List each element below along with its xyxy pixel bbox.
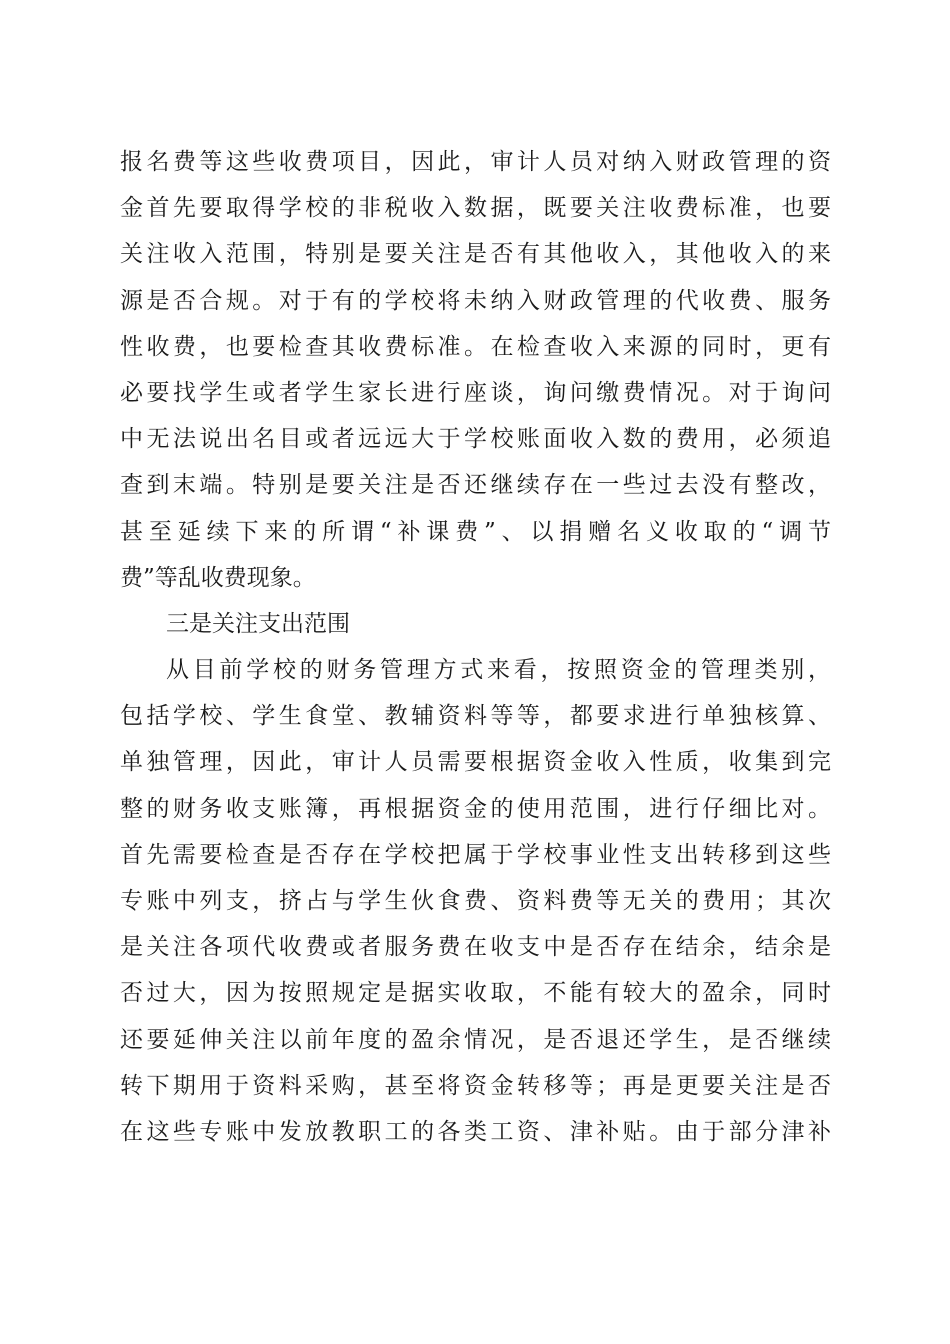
text-line-14: 单独管理，因此，审计人员需要根据资金收入性质，收集到完 <box>120 749 831 776</box>
text-line-5: 性收费，也要检查其收费标准。在检查收入来源的同时，更有 <box>120 333 831 360</box>
text-line-12: 从目前学校的财务管理方式来看，按照资金的管理类别， <box>166 657 831 684</box>
body-text <box>120 139 831 1155</box>
text-line-19: 否过大，因为按照规定是据实收取，不能有较大的盈余，同时 <box>120 980 831 1007</box>
text-line-17: 专账中列支，挤占与学生伙食费、资料费等无关的费用；其次 <box>120 888 831 914</box>
text-line-20: 还要延伸关注以前年度的盈余情况，是否退还学生，是否继续 <box>120 1026 831 1053</box>
text-line-18: 是关注各项代收费或者服务费在收支中是否存在结余，结余是 <box>120 934 831 961</box>
text-line-1: 报名费等这些收费项目，因此，审计人员对纳入财政管理的资 <box>120 149 831 175</box>
text-line-13: 包括学校、学生食堂、教辅资料等等，都要求进行单独核算、 <box>120 703 831 730</box>
text-line-16: 首先需要检查是否存在学校把属于学校事业性支出转移到这些 <box>120 841 831 868</box>
text-line-2: 金首先要取得学校的非税收入数据，既要关注收费标准，也要 <box>120 195 831 222</box>
text-line-21: 转下期用于资料采购，甚至将资金转移等；再是更要关注是否 <box>120 1072 831 1099</box>
text-line-9: 甚至延续下来的所谓“补课费”、以捐赠名义收取的“调节 <box>120 518 831 545</box>
text-line-6: 必要找学生或者学生家长进行座谈，询问缴费情况。对于询问 <box>120 379 831 406</box>
text-line-7: 中无法说出名目或者远远大于学校账面收入数的费用，必须追 <box>120 426 831 453</box>
text-line-15: 整的财务收支账簿，再根据资金的使用范围，进行仔细比对。 <box>120 795 831 822</box>
text-line-4: 源是否合规。对于有的学校将未纳入财政管理的代收费、服务 <box>120 287 831 314</box>
text-line-3: 关注收入范围，特别是要关注是否有其他收入，其他收入的来 <box>120 241 831 268</box>
text-line-10: 费”等乱收费现象。 <box>120 564 316 591</box>
text-line-8: 查到末端。特别是要关注是否还继续存在一些过去没有整改， <box>120 472 831 499</box>
section-heading: 三是关注支出范围 <box>166 610 350 637</box>
text-line-22: 在这些专账中发放教职工的各类工资、津补贴。由于部分津补 <box>120 1118 831 1145</box>
